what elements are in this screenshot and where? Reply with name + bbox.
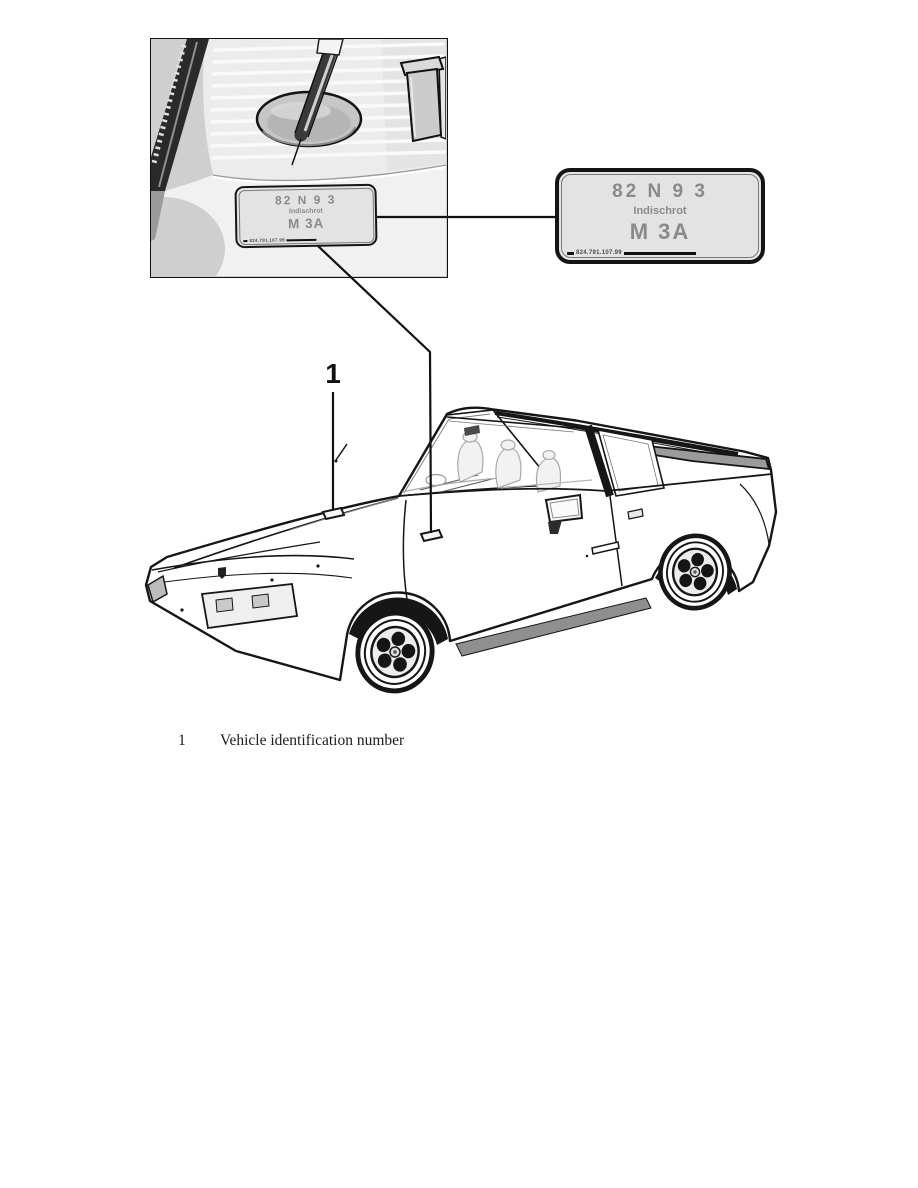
callout-number-1: 1 [325,358,341,389]
dash-bar [624,252,696,255]
paint-color-name: Indischrot [633,205,687,217]
paint-option-code: M 3A [287,215,325,232]
dash-bar [287,238,317,241]
legend-number: 1 [178,732,186,749]
paint-option-code: M 3A [629,219,691,244]
car-illustration [140,388,785,720]
paint-code: 82 N 9 3 [612,181,708,202]
legend-label: Vehicle identification number [220,732,405,749]
dash-bar [567,252,574,255]
dash-bar [243,240,247,242]
plate-part-number-row [243,237,317,243]
plate-part-number: 824.791.107.99 [249,237,285,243]
paint-code-plate-enlarged [555,168,765,264]
antenna [335,444,348,463]
legend-row [178,732,404,750]
paint-code: 82 N 9 3 [274,192,337,208]
paint-color-name: Indischrot [288,207,323,216]
plate-part-number: 824.791.107.99 [576,250,622,256]
plate-part-number-row [567,250,696,256]
paint-code-plate-inset [234,184,377,248]
